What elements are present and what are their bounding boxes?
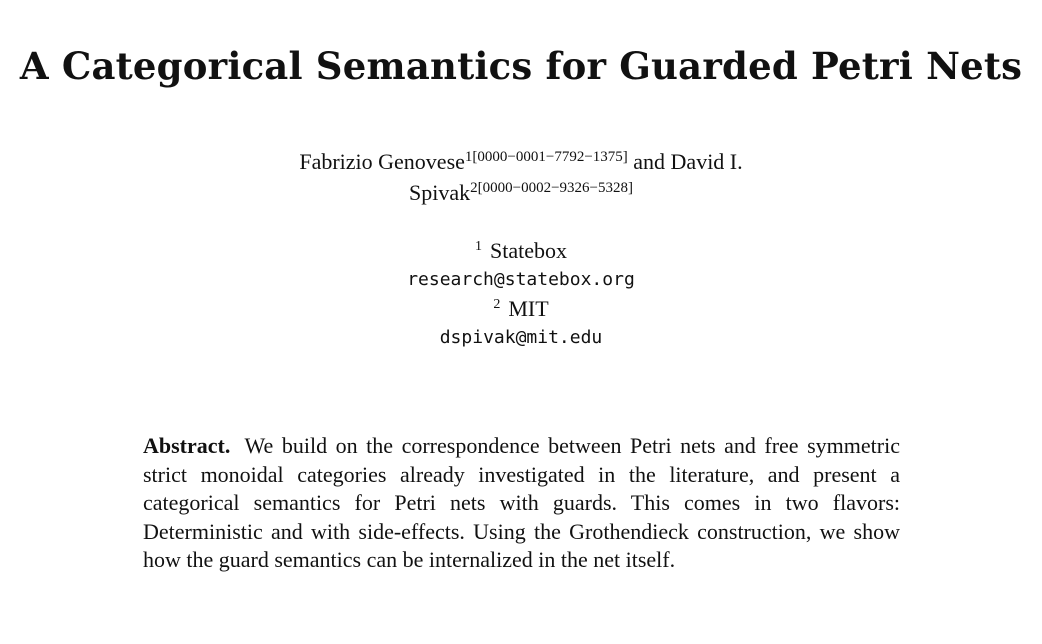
abstract-label: Abstract. (143, 433, 231, 458)
affiliation-2-name: MIT (508, 296, 549, 321)
author-list (0, 146, 1042, 208)
paper-title: A Categorical Semantics for Guarded Petri Nets (19, 44, 1023, 88)
author-1-superscript: 1[0000−0001−7792−1375] (464, 149, 628, 165)
affiliation-1-name: Statebox (490, 238, 567, 263)
abstract (143, 432, 900, 575)
affiliation-2 (0, 294, 1042, 323)
author-2-superscript: 2[0000−0002−9326−5328] (470, 180, 633, 196)
author-1-name: Fabrizio Genovese (299, 149, 465, 174)
author-2-name: Spivak (409, 180, 471, 205)
author-conjunction: and David I. (633, 149, 743, 174)
abstract-text: We build on the correspondence between Petri nets and free symmetric strict monoidal categories already investigated in the literature, and present a categorical semantics for Petri nets with guards. This comes in two flavors: Deterministic and with side-effects. Using the Grothendieck construction, we show how the guard semantics can be internalized in the net itself. (143, 433, 900, 572)
affiliations (0, 236, 1042, 352)
affiliation-1 (0, 236, 1042, 265)
affiliation-1-email: research@statebox.org (407, 269, 635, 290)
affiliation-2-mark: 2 (493, 297, 501, 312)
author-line-2 (0, 177, 1042, 208)
affiliation-1-mark: 1 (475, 239, 482, 254)
author-line-1 (0, 146, 1042, 177)
affiliation-2-email: dspivak@mit.edu (439, 327, 603, 348)
